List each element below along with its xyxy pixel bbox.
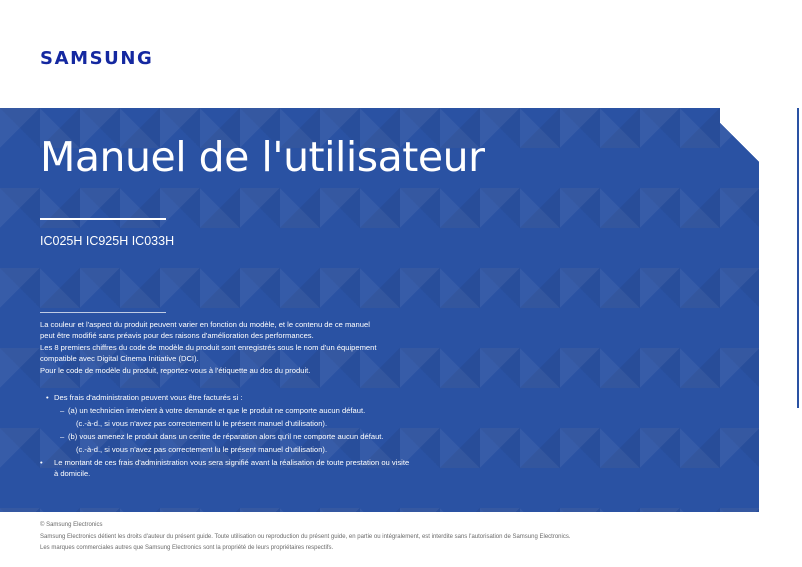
title-divider: [40, 218, 166, 220]
cover-edge-strip: [797, 108, 799, 408]
model-list: IC025H IC925H IC033H: [40, 234, 175, 248]
fees-case-a: – (a) un technicien intervient à votre demande et que le produit ne comporte aucun défaut.: [40, 406, 410, 417]
intro-note: Pour le code de modèle du produit, reportez-vous à l'étiquette au dos du produit.: [40, 366, 311, 376]
samsung-logo: SAMSUNG: [40, 48, 154, 69]
section-divider: [40, 312, 166, 313]
fees-case-a-note: (c.-à-d., si vous n'avez pas correctement lu le présent manuel d'utilisation).: [76, 419, 328, 429]
fees-case-b-note: (c.-à-d., si vous n'avez pas correctement lu le présent manuel d'utilisation).: [76, 445, 328, 455]
intro-notes: [40, 320, 385, 379]
fees-bullet: • Des frais d'administration peuvent vous être facturés si :: [40, 393, 410, 404]
manual-title: Manuel de l'utilisateur: [40, 133, 485, 181]
legal-footer: [40, 520, 780, 555]
fees-amount-bullet: • Le montant de ces frais d'administration vous sera signifié avant la réalisation de toute prestation ou visite à domicile.: [40, 458, 410, 479]
fees-case-b: – (b) vous amenez le produit dans un centre de réparation alors qu'il ne comporte aucun défaut.: [40, 432, 410, 443]
administration-fees-notice: [40, 393, 410, 479]
cover-corner-cut: [720, 108, 760, 178]
intro-note: La couleur et l'aspect du produit peuvent varier en fonction du modèle, et le contenu de ce manuel peut être modifié sans préavis pour des raisons d'amélioration des performances.: [40, 320, 370, 340]
intro-note: Les 8 premiers chiffres du code de modèle du produit sont enregistrés sous le nom d'un équipement compatible avec Digital Cinema Initiative (DCI).: [40, 343, 377, 363]
trademarks-line: Les marques commerciales autres que Samsung Electronics sont la propriété de leurs propriétaires respectifs.: [40, 545, 334, 551]
rights-line: Samsung Electronics détient les droits d'auteur du présent guide. Toute utilisation ou reproduction du présent guide, en partie ou intégralement, est interdite sans l'autorisation de Samsung Electronics.: [40, 533, 571, 540]
copyright-line: © Samsung Electronics: [40, 522, 103, 528]
